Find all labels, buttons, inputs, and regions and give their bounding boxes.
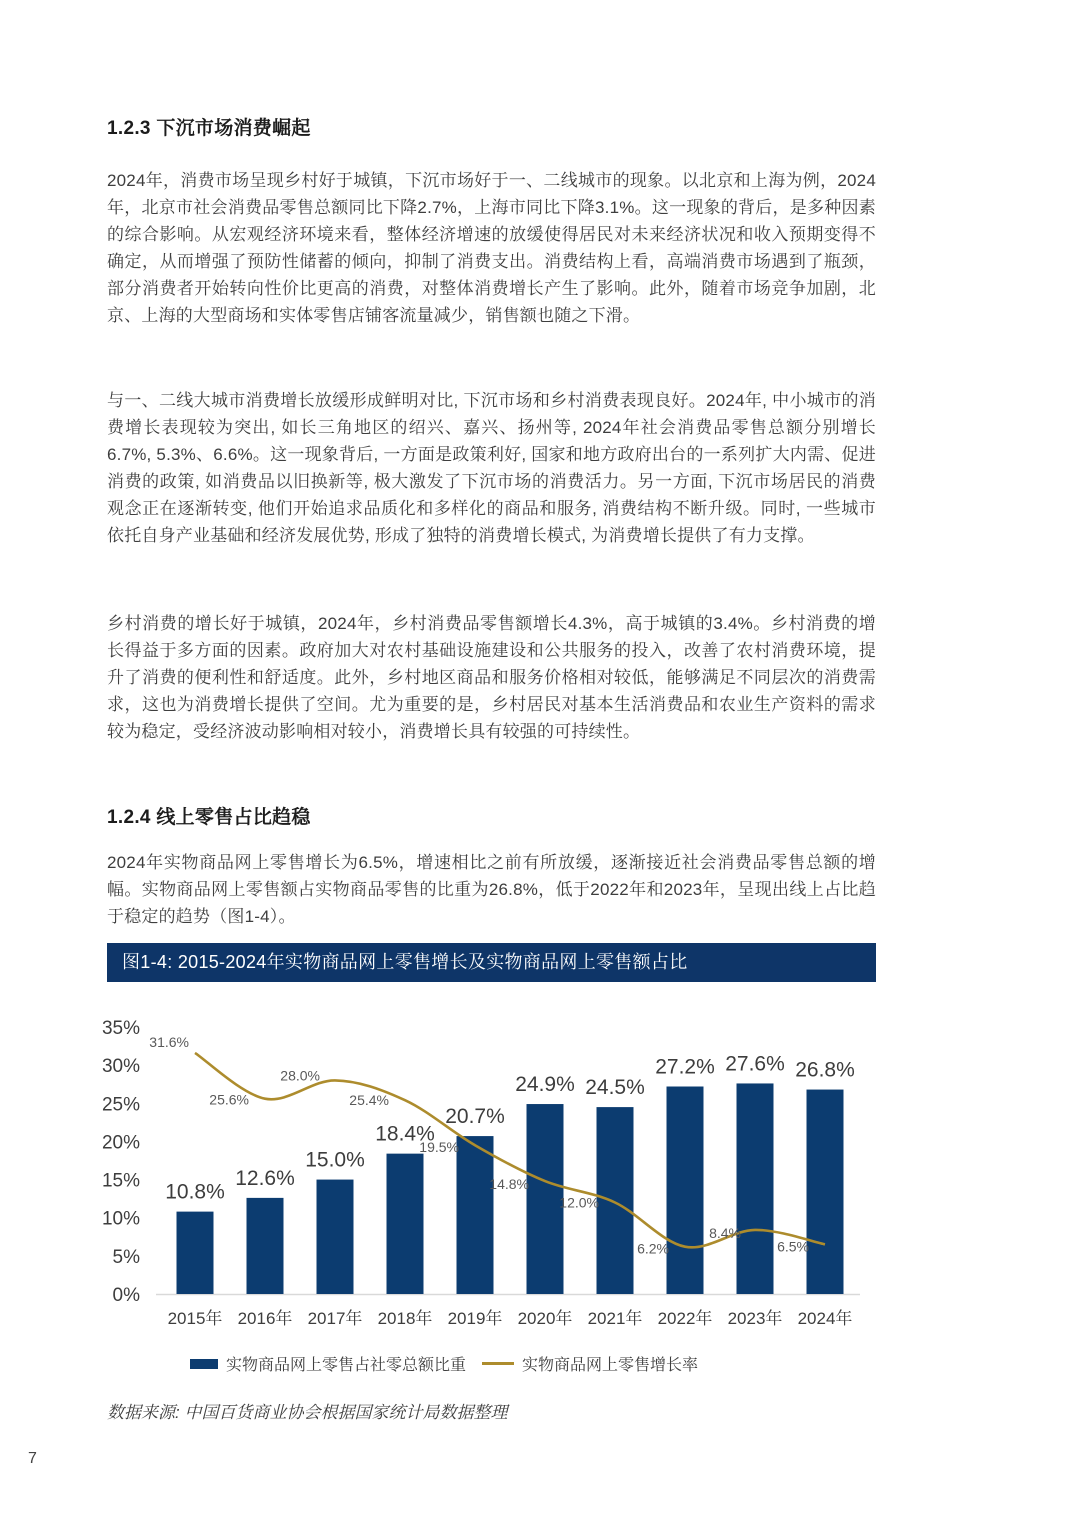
x-axis-tick-label: 2016年 [237, 1309, 293, 1328]
bar-value-label: 27.6% [725, 1052, 785, 1076]
legend-item-bar-series [190, 1352, 466, 1375]
bar-value-label: 15.0% [305, 1148, 365, 1172]
x-axis-tick-label: 2015年 [167, 1309, 223, 1328]
paragraph-downmarket-1: 2024年，消费市场呈现乡村好于城镇，下沉市场好于一、二线城市的现象。以北京和上海为例，2024年，北京市社会消费品零售总额同比下降2.7%，上海市同比下降3.1%。这一现象的背后，是多种因素的综合影响。从宏观经济环境来看，整体经济增速的放缓使得居民对未来经济状况和收入预期变得不确定，从而增强了预防性储蓄的倾向，抑制了消费支出。消费结构上看，高端消费市场遇到了瓶颈，部分消费者开始转向性价比更高的消费，对整体消费增长产生了影响。此外，随着市场竞争加剧，北京、上海的大型商场和实体零售店铺客流量减少，销售额也随之下滑。 [107, 171, 876, 325]
legend-label-line-series: 实物商品网上零售增长率 [522, 1357, 699, 1374]
x-axis-tick-label: 2020年 [517, 1309, 573, 1328]
line-value-label: 8.4% [709, 1224, 741, 1241]
x-axis-tick-label: 2017年 [307, 1309, 363, 1328]
bar-swatch-icon [190, 1359, 218, 1369]
bar-2016年 [247, 1198, 284, 1294]
figure-title: 图1-4: 2015-2024年实物商品网上零售增长及实物商品网上零售额占比 [122, 952, 688, 972]
bar-value-label: 18.4% [375, 1122, 435, 1146]
bar-value-label: 24.5% [585, 1076, 645, 1100]
legend-label-bar-series: 实物商品网上零售占社零总额比重 [226, 1357, 467, 1374]
x-axis-tick-label: 2022年 [657, 1309, 713, 1328]
bar-2018年 [387, 1154, 424, 1294]
chart-legend [190, 1352, 698, 1375]
x-axis-tick-label: 2018年 [377, 1309, 433, 1328]
line-value-label: 25.6% [209, 1091, 249, 1108]
bar-value-label: 24.9% [515, 1073, 575, 1097]
line-value-label: 31.6% [149, 1033, 189, 1050]
bar-2024年 [807, 1090, 844, 1294]
combo-chart [90, 1012, 890, 1342]
bar-2022年 [667, 1087, 704, 1294]
bar-2019年 [457, 1136, 494, 1294]
x-axis-tick-label: 2021年 [587, 1309, 643, 1328]
bar-2021年 [597, 1107, 634, 1294]
bar-value-label: 10.8% [165, 1180, 225, 1204]
y-axis-tick-label: 10% [101, 1208, 140, 1230]
line-value-label: 19.5% [419, 1139, 459, 1156]
data-source-note: 数据来源: 中国百货商业协会根据国家统计局数据整理 [107, 1403, 508, 1422]
line-value-label: 28.0% [280, 1067, 320, 1084]
y-axis-tick-label: 25% [101, 1094, 140, 1116]
y-axis-tick-label: 20% [101, 1132, 140, 1154]
legend-item-line-series [482, 1352, 698, 1375]
bar-value-label: 27.2% [655, 1055, 715, 1079]
line-value-label: 14.8% [489, 1176, 529, 1193]
paragraph-downmarket-2: 与一、二线大城市消费增长放缓形成鲜明对比, 下沉市场和乡村消费表现良好。2024年, 中小城市的消费增长表现较为突出, 如长三角地区的绍兴、嘉兴、扬州等, 2024年社会消费品零售总额分别增长6.7%, 5.3%、6.6%。这一现象背后, 一方面是政策利好, 国家和地方政府出台的一系列扩大内需、促进消费的政策, 如消费品以旧换新等, 极大激发了下沉市场的消费活力。另一方面, 下沉市场居民的消费观念正在逐渐转变, 他们开始追求品质化和多样化的商品和服务, 消费结构不断升级。同时, 一些城市依托自身产业基础和经济发展优势, 形成了独特的消费增长模式, 为消费增长提供了有力支撑。 [107, 391, 876, 545]
line-value-label: 6.5% [777, 1238, 809, 1255]
y-axis-tick-label: 35% [101, 1018, 140, 1039]
line-value-label: 12.0% [559, 1194, 599, 1211]
y-axis-tick-label: 30% [101, 1056, 140, 1078]
bar-2023年 [737, 1083, 774, 1294]
y-axis-tick-label: 15% [101, 1170, 140, 1192]
bar-2017年 [317, 1180, 354, 1294]
page-number: 7 [28, 1450, 37, 1467]
y-axis-tick-label: 0% [112, 1285, 140, 1306]
section-heading-1-2-3: 1.2.3 下沉市场消费崛起 [107, 117, 311, 139]
x-axis-tick-label: 2019年 [447, 1309, 503, 1328]
bar-2020年 [527, 1104, 564, 1294]
figure-title-bar [107, 943, 876, 982]
x-axis-tick-label: 2024年 [797, 1309, 853, 1328]
paragraph-online-retail: 2024年实物商品网上零售增长为6.5%，增速相比之前有所放缓，逐渐接近社会消费品零售总额的增幅。实物商品网上零售额占实物商品零售的比重为26.8%，低于2022年和2023年，呈现出线上占比趋于稳定的趋势（图1-4）。 [107, 853, 876, 926]
line-swatch-icon [482, 1362, 514, 1365]
section-heading-1-2-4: 1.2.4 线上零售占比趋稳 [107, 806, 311, 828]
chart-area [90, 1012, 890, 1342]
line-value-label: 6.2% [637, 1240, 669, 1257]
bar-value-label: 26.8% [795, 1058, 855, 1082]
bar-2015年 [177, 1212, 214, 1294]
bar-value-label: 12.6% [235, 1166, 295, 1190]
y-axis-tick-label: 5% [112, 1246, 140, 1268]
line-value-label: 25.4% [349, 1092, 389, 1109]
bar-value-label: 20.7% [445, 1105, 505, 1129]
x-axis-tick-label: 2023年 [727, 1309, 783, 1328]
paragraph-rural-consumption: 乡村消费的增长好于城镇，2024年，乡村消费品零售额增长4.3%，高于城镇的3.4%。乡村消费的增长得益于多方面的因素。政府加大对农村基础设施建设和公共服务的投入，改善了农村消费环境，提升了消费的便利性和舒适度。此外，乡村地区商品和服务价格相对较低，能够满足不同层次的消费需求，这也为消费增长提供了空间。尤为重要的是，乡村居民对基本生活消费品和农业生产资料的需求较为稳定，受经济波动影响相对较小，消费增长具有较强的可持续性。 [107, 614, 876, 741]
